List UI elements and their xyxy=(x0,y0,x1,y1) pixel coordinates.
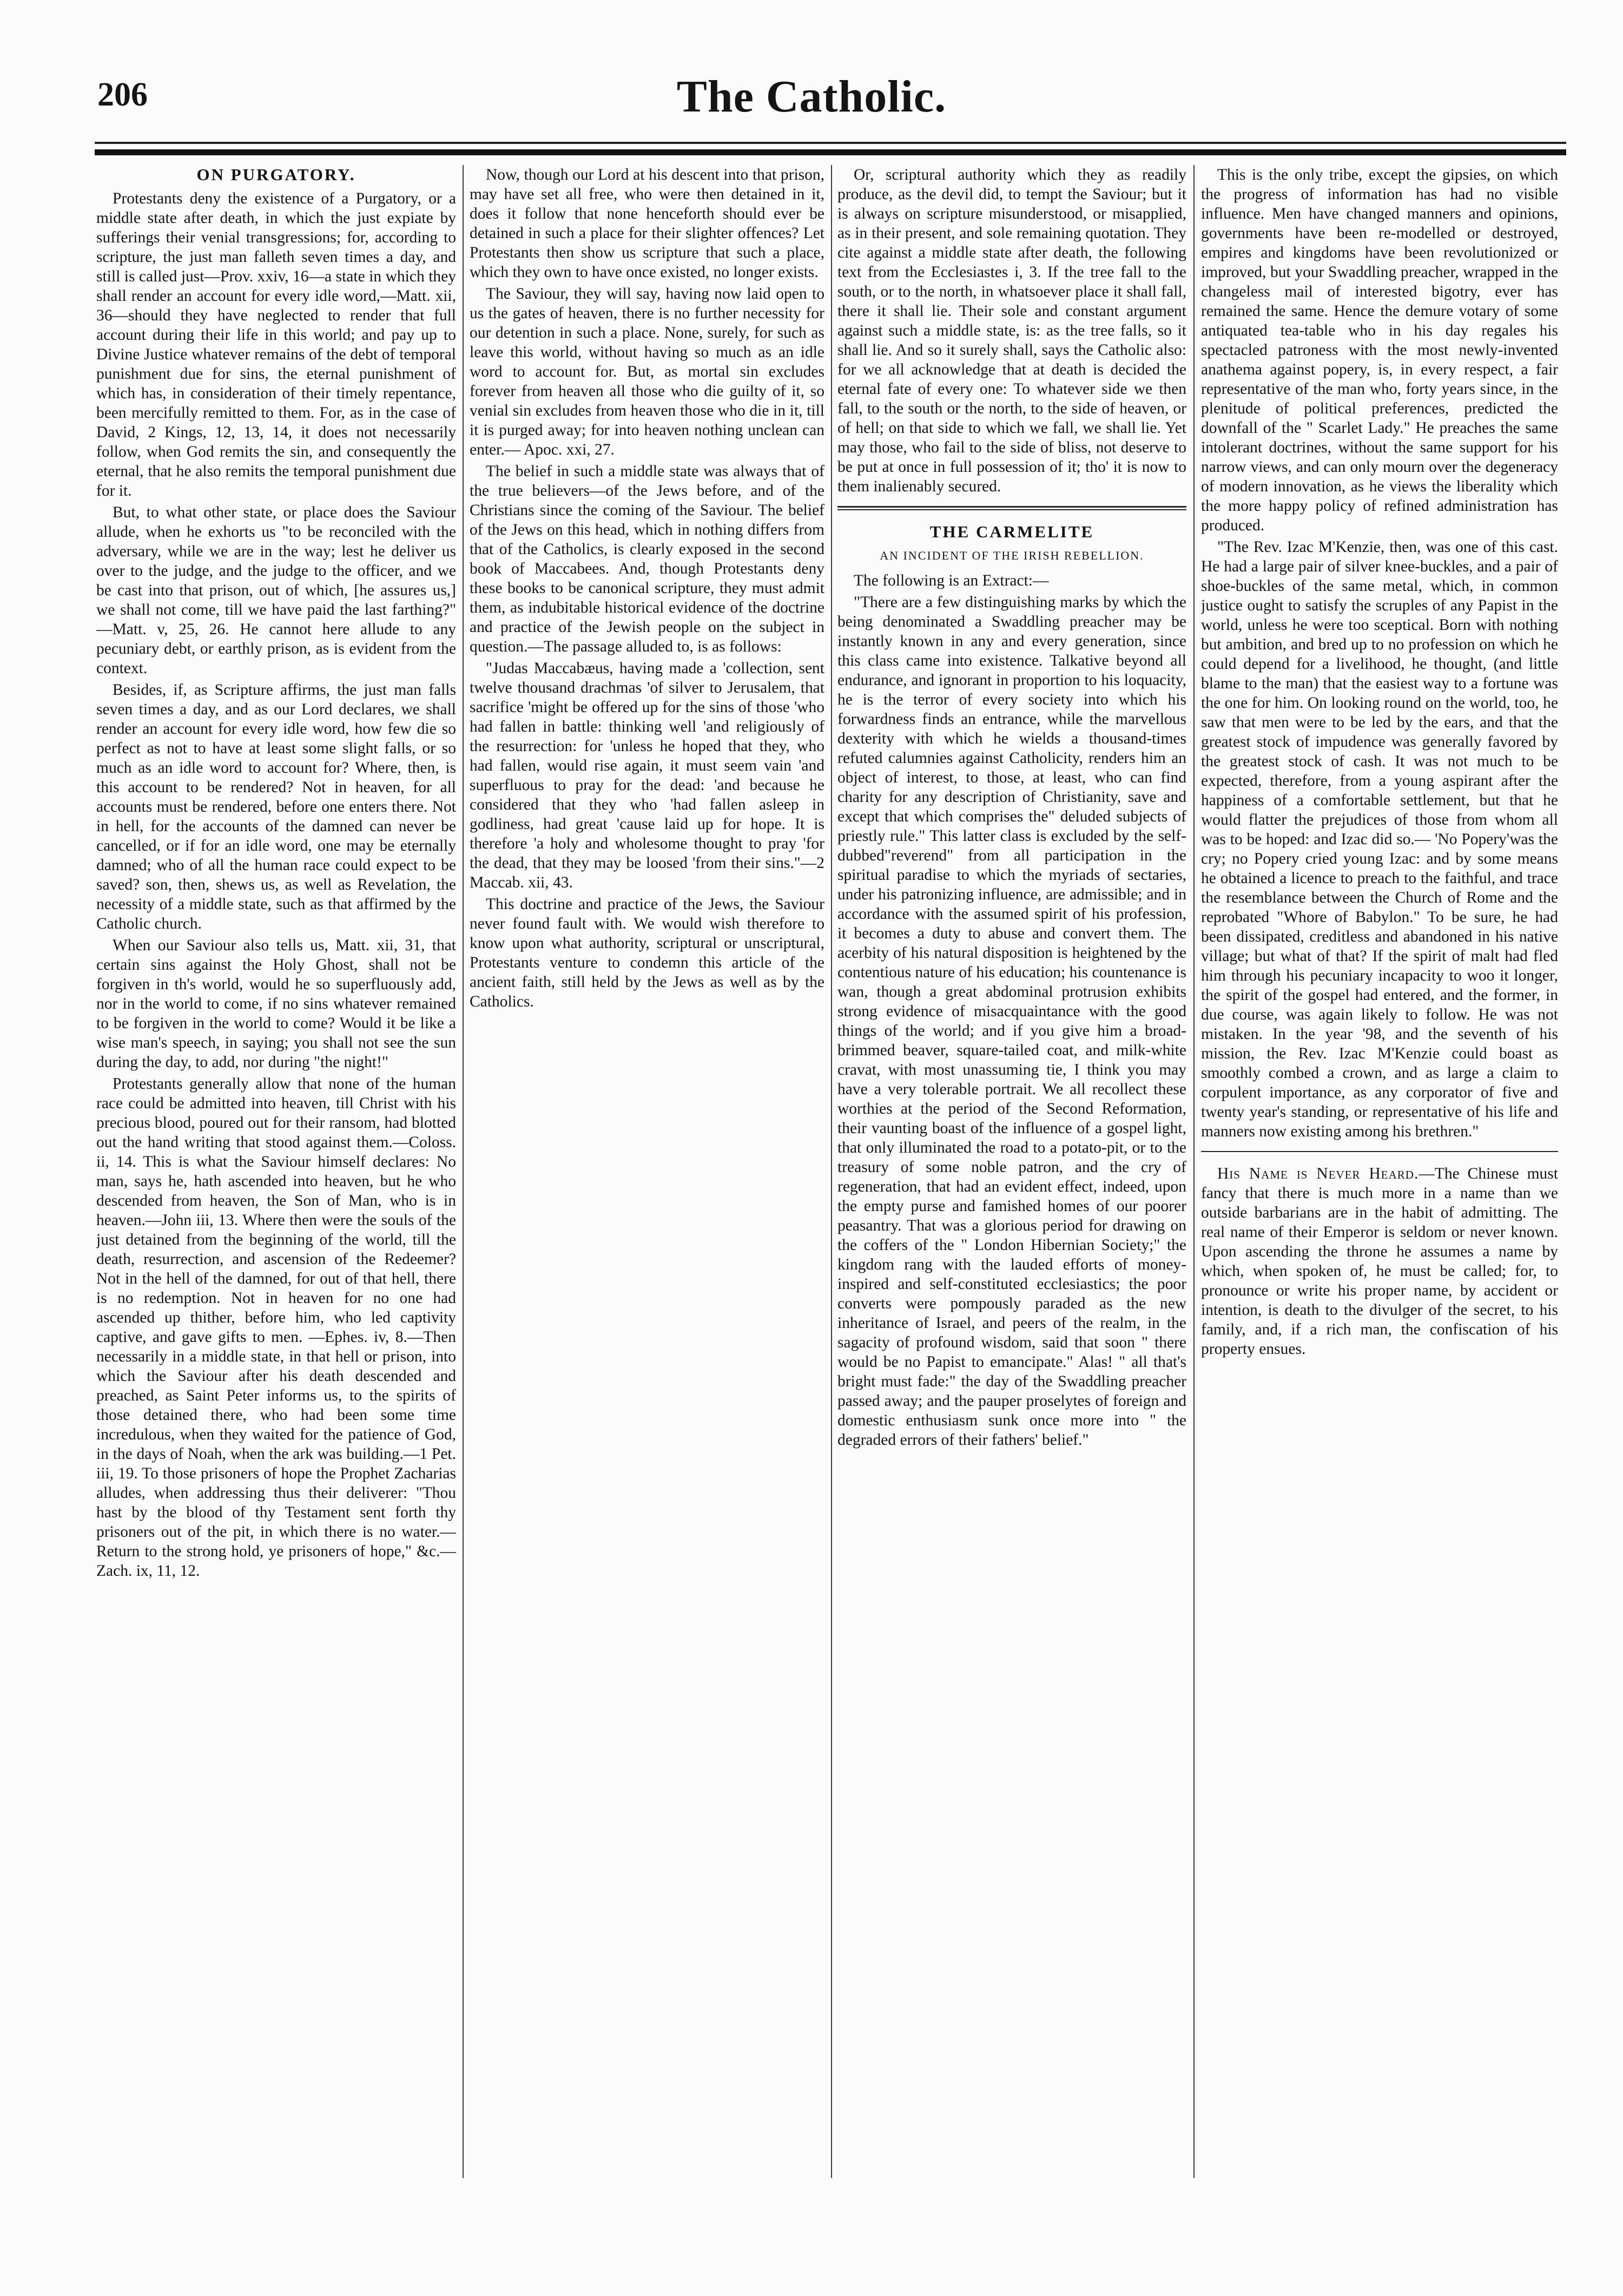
purgatory-paragraph: Besides, if, as Scripture affirms, the just man falls seven times a day, and as our Lord declares, we shall render an account for every idle word, how few die so perfect as not to have at least some slight falls, or so much as an idle word to account for? Where, then, is this account to be rendered? Not in heaven, for all accounts must be rendered, before one enters there. Not in hell, for the accounts of the damned can never be cancelled, or if for an idle word, one may be eternally damned; who of all the human race could expect to be saved? son, then, shews us, as well as Revelation, the necessity of a middle state, such as that affirmed by the Catholic church. xyxy=(96,681,456,932)
carmelite-paragraph: "The Rev. Izac M'Kenzie, then, was one of this cast. He had a large pair of silver knee-buckles, and a pair of shoe-buckles of the same metal, which, in common justice ought to satisfy the scruples of any Papist in the world, unless he were too sceptical. Born with nothing but ambition, and bred up to no profession on which he could depend for a livelihood, he thought, (and little blame to the man) that the easiest way to a fortune was the one for him. On looking round on the world, too, he saw that men were to be led by the ears, and that the greatest stock of impudence was generally favored by the greatest stock of cash. It was not much to be expected, therefore, from a young aspirant after the happiness of a comfortable settlement, but that he would flatter the prejudices of those from whom all was to be hoped: and Izac did so.— 'No Popery'was the cry; no Popery cried young Izac: and by some means he obtained a licence to preach to the faithful, and trace the resemblance between the Church of Rome and the reprobated "Whore of Babylon." To be sure, he had been dissipated, creditless and abandoned in his native village; but what of that? If the spirit of malt had fled him through his pecuniary incapacity to woo it longer, the spirit of the gospel had entered, and the former, in due course, was again likely to follow. He was not mistaken. In the year '98, and the seventh of his mission, the Rev. Izac M'Kenzie could boast as smoothly combed a crown, and as large a claim to corpulent importance, as any corporator of five and twenty year's standing, or representative of his life and manners now existing among his brethren." xyxy=(1201,538,1558,1140)
name-note-lead: His Name is Never Heard. xyxy=(1217,1165,1419,1182)
section-rule xyxy=(837,509,1186,510)
purgatory-paragraph: Now, though our Lord at his descent into that prison, may have set all free, who were then detained in it, does it follow that none henceforth should ever be detained in such a place for their slighter offences? Let Protestants then show us scripture that such a place, which they own to have once existed, no longer exists. xyxy=(470,166,824,281)
purgatory-paragraph: The Saviour, they will say, having now laid open to us the gates of heaven, there is no further necessity for our detention in such a place. None, surely, for such as leave this world, without having so much as an idle word to account for. But, as mortal sin excludes forever from heaven all those who die guilty of it, so venial sin excludes from heaven those who die in it, till it is purged away; for into heaven nothing unclean can enter.— Apoc. xxi, 27. xyxy=(470,285,824,458)
carmelite-heading: THE CARMELITE xyxy=(929,522,1094,541)
purgatory-paragraph: Or, scriptural authority which they as readily produce, as the devil did, to tempt the Saviour; but it is always on scripture misunderstood, or misapplied, as in their present, and sole remaining quotation. They cite against a middle state after death, the following text from the Ecclesiastes i, 3. If the tree fall to the south, or to the north, in whatsoever place it shall fall, there it shall lie. Their sole and constant argument against such a middle state, is: as the tree falls, so it shall lie. And so it surely shall, says the Catholic also: for we all acknowledge that at death is decided the eternal fate of every one: To whatever side we then fall, to the south or the north, to the side of heaven, or of hell; on that side to which we fall, we shall lie. Yet may those, who fail to the side of bliss, not deserve to be put at once in full possession of it; tho' it is now to them inalienably secured. xyxy=(837,166,1186,495)
purgatory-paragraph: When our Saviour also tells us, Matt. xii, 31, that certain sins against the Holy Ghost, shall not be forgiven in th's world, would he so superfluously add, nor in the world to come, if no sins whatever remained to be forgiven in the world to come? Would it be like a wise man's speech, in saying; you shall not see the sun during the day, to add, nor during "the night!" xyxy=(96,937,456,1071)
page-number: 206 xyxy=(97,76,148,113)
purgatory-paragraph: Protestants deny the existence of a Purgatory, or a middle state after death, in which the just expiate by sufferings their venial transgressions; for, according to scripture, the just man falleth seven times a day, and still is called just—Prov. xxiv, 16—a state in which they shall render an account for every idle word,—Matt. xii, 36—should they have neglected to render that full account during their life in this world; and pay up to Divine Justice whatever remains of the debt of temporal punishment due for sins, the eternal punishment of which has, in consideration of their timely repentance, been mercifully remitted to them. For, as in the case of David, 2 Kings, 12, 13, 14, it does not necessarily follow, when God remits the sin, and consequently the eternal, that he also remits the temporal punishment due for it. xyxy=(96,190,456,499)
column-4 xyxy=(1201,165,1558,2183)
column-2 xyxy=(470,165,824,2183)
column-1 xyxy=(96,165,456,2183)
purgatory-heading: ON PURGATORY. xyxy=(196,165,356,184)
column-divider xyxy=(831,165,832,2178)
carmelite-paragraph: This is the only tribe, except the gipsies, on which the progress of information has had no visible influence. Men have changed manners and opinions, governments have been re-modelled or destroyed, empires and kingdoms have been revolutionized or improved, but your Swaddling preacher, wrapped in the changeless mail of interested bigotry, ever has remained the same. Hence the demure votary of some antiquated tea-table who in his day regales his spectacled patroness with the most newly-invented anathema against popery, is, in every respect, a fair representative of the man who, forty years since, in the plenitude of political preferences, predicted the downfall of the " Scarlet Lady." He preaches the same intolerant doctrines, without the same support for his narrow views, and can only mourn over the degeneracy of modern innovation, as he views the liberality which the more happy policy of refined administration has produced. xyxy=(1201,166,1558,534)
purgatory-paragraph: Protestants generally allow that none of the human race could be admitted into heaven, till Christ with his precious blood, poured out for their ransom, had blotted out the hand writing that stood against them.—Coloss. ii, 14. This is what the Saviour himself declares: No man, says he, hath ascended into heaven, but he who descended from heaven, the Son of Man, who is in heaven.—John iii, 13. Where then were the souls of the just detained from the beginning of the world, till the death, resurrection, and ascension of the Redeemer? Not in the hell of the damned, for out of that hell, there is no redemption. Not in heaven for no one had ascended up thither, before him, who led captivity captive, and gave gifts to men. —Ephes. iv, 8.—Then necessarily in a middle state, in that hell or prison, into which the Saviour after his death descended and preached, as Saint Peter informs us, to the spirits of those detained there, who had been some time incredulous, when they waited for the patience of God, in the days of Noah, when the ark was building.—1 Pet. iii, 19. To those prisoners of hope the Prophet Zacharias alludes, when addressing thus their deliverer: "Thou hast by the blood of thy Testament sent forth thy prisoners out of the pit, in which there is no water.— Return to the strong hold, ye prisoners of hope," &c.—Zach. ix, 11, 12. xyxy=(96,1075,456,1580)
masthead-title: The Catholic. xyxy=(676,71,947,122)
purgatory-paragraph: But, to what other state, or place does the Saviour allude, when he exhorts us "to be reconciled with the adversary, while we are in the way; lest he deliver us over to the judge, and the judge to the officer, and we be cast into that prison, out of which, [he assures us,] we shall not come, till we have paid the last farthing?" —Matt. v, 25, 26. He cannot here allude to any pecuniary debt, or earthly prison, as is evident from the context. xyxy=(96,504,456,677)
column-divider xyxy=(1193,165,1195,2178)
name-note-paragraph xyxy=(1201,1164,1558,1359)
name-note-text: —The Chinese must fancy that there is much more in a name than we outside barbarians are in the habit of admitting. The real name of their Emperor is seldom or never known. Upon ascending the throne he assumes a name by which, when spoken of, he must be called; for, to pronounce or write his proper name, by accident or intention, is death to the divulger of the secret, to his family, and, if a rich man, the confiscation of his property ensues. xyxy=(1201,1165,1558,1358)
maccabees-quotation: "Judas Maccabæus, having made a 'collection, sent twelve thousand drachmas 'of silver to Jerusalem, that sacrifice 'might be offered up for the sins of those 'who had fallen in battle: thinking well 'and religiously of the resurrection: for 'unless he hoped that they, who had fallen, would rise again, it must seem vain 'and superfluous to pray for the dead: 'and because he considered that they who 'had fallen asleep in godliness, had great 'cause laid up for hope. It is therefore 'a holy and wholesome thought to pray 'for the dead, that they may be loosed 'from their sins."—2 Maccab. xii, 43. xyxy=(470,660,824,891)
column-3 xyxy=(837,165,1186,2183)
section-rule xyxy=(837,506,1186,508)
section-rule xyxy=(1201,1151,1558,1152)
carmelite-subheading: AN INCIDENT OF THE IRISH REBELLION. xyxy=(880,549,1144,562)
header-rule-thick xyxy=(95,149,1566,155)
purgatory-paragraph: The belief in such a middle state was always that of the true believers—of the Jews before, and of the Christians since the coming of the Saviour. The belief of the Jews on this head, which in nothing differs from that of the Catholics, is clearly exposed in the second book of Maccabees. And, though Protestants deny these books to be canonical scripture, they must admit them, as indubitable historical evidence of the doctrine and practice of the Jewish people on the subject in question.—The passage alluded to, is as follows: xyxy=(470,463,824,655)
purgatory-paragraph: This doctrine and practice of the Jews, the Saviour never found fault with. We would wish therefore to know upon what authority, scriptural or unscriptural, Protestants venture to condemn this article of the ancient faith, still held by the Jews as well as by the Catholics. xyxy=(470,896,824,1010)
column-divider xyxy=(463,165,464,2178)
carmelite-paragraph: The following is an Extract:— xyxy=(854,572,1049,589)
carmelite-paragraph: "There are a few distinguishing marks by which the being denominated a Swaddling preacher may be instantly known in any and every generation, since this class came into existence. Talkative beyond all endurance, and ignorant in proportion to his loquacity, he is the terror of every society into which his forwardness finds an entrance, while the marvellous dexterity with which he wields a thousand-times refuted calumnies against Catholicity, renders him an object of interest, to those, at least, who can find charity for any description of Christianity, save and except that which comprises the" deluded subjects of priestly rule." This latter class is excluded by the self-dubbed"reverend" from all participation in the spiritual paradise to which the myriads of sectaries, under his patronizing influence, are admissible; and in accordance with the assumed spirit of his profession, it becomes a duty to abuse and convert them. The acerbity of his natural disposition is heightened by the contentious nature of his education; his countenance is wan, though a great abdominal protrusion exhibits strong evidence of misacquaintance with the good things of the world; and if you give him a broad-brimmed beaver, square-tailed coat, and milk-white cravat, with most unassuming tie, I think you may have a very tolerable portrait. We all recollect these worthies at the period of the Second Reformation, their vaunting boast of the influence of a gospel light, that only illuminated the road to a potato-pit, or to the treasury of some noble patron, and the cry of regeneration, that had an evident effect, indeed, upon the empty purse and famished homes of our poorer peasantry. That was a glorious period for drawing on the coffers of the " London Hibernian Society;" the kingdom rang with the lauded efforts of money-inspired and self-constituted ecclesiastics; the poor converts were pompously paraded as the new inheritance of Israel, and peers of the realm, in the sagacity of profound wisdom, said that soon " there would be no Papist to emancipate." Alas! " all that's bright must fade:" the day of the Swaddling preacher passed away; and the pauper proselytes of foreign and domestic enthusiasm sunk once more into " the degraded errors of their fathers' belief." xyxy=(837,594,1186,1449)
header-rule-thin xyxy=(95,142,1566,144)
